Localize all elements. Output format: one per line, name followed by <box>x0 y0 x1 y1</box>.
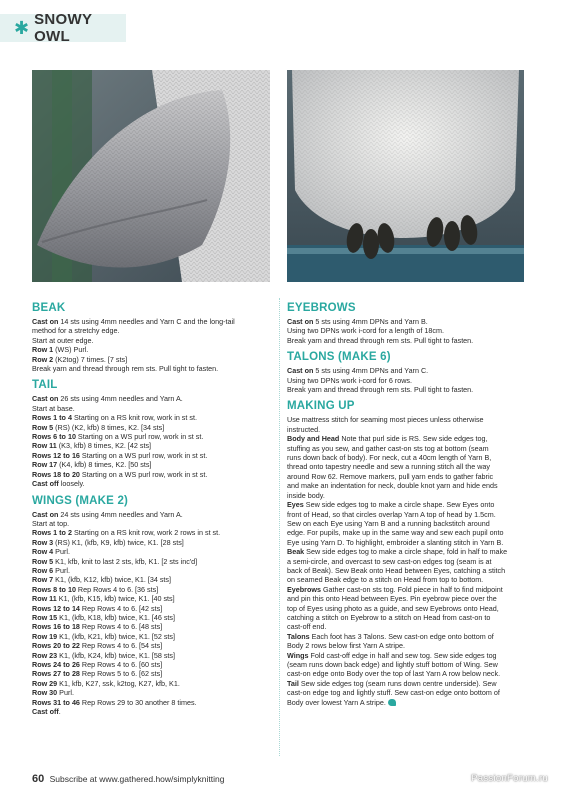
line-text: Start at base. <box>32 403 75 413</box>
text-line <box>287 669 527 678</box>
eyebrows-section <box>287 302 527 345</box>
line-label: Row 6 <box>32 565 54 575</box>
line-text: 26 sts using 4mm needles and Yarn A. <box>58 394 183 404</box>
line-text: K1, (kfb, K12, kfb) twice, K1. [34 sts] <box>53 575 172 585</box>
line-label: Rows 20 to 22 <box>32 641 80 651</box>
making-up-heading: MAKING UP <box>287 400 355 413</box>
wings-heading: WINGS (MAKE 2) <box>32 494 129 507</box>
line-label: Row 5 <box>32 556 54 566</box>
text-line <box>287 500 527 509</box>
line-text: Starting on a RS knit row, work in st st. <box>71 413 197 423</box>
line-text: method for a stretchy edge. <box>32 326 120 336</box>
line-label: Row 2 <box>32 354 54 364</box>
line-label: Rows 24 to 26 <box>32 660 80 669</box>
text-line <box>287 688 527 697</box>
line-text: K1, (kfb, K15, kfb) twice, K1. [40 sts] <box>56 594 175 604</box>
eyebrows-lines <box>287 317 527 345</box>
line-label: Row 17 <box>32 460 58 470</box>
asterisk-icon: ✱ <box>14 18 30 38</box>
line-text: K1, (kfb, K24, kfb) twice, K1. [58 sts] <box>57 650 176 660</box>
text-line <box>32 519 272 528</box>
making-up-section <box>287 400 527 707</box>
text-line <box>287 519 527 528</box>
line-label: Cast on <box>32 509 59 519</box>
text-line <box>32 317 272 326</box>
wing-photo <box>32 70 270 282</box>
line-text: Break yarn and thread through rem sts. Pull tight to fasten. <box>287 385 474 395</box>
text-line <box>287 538 527 547</box>
tail-heading: TAIL <box>32 379 58 392</box>
text-line <box>287 651 527 660</box>
text-line <box>287 575 527 584</box>
text-line <box>287 491 527 500</box>
line-text: Rep Rows 5 to 6. [62 sts] <box>79 669 163 679</box>
line-text: catching a stitch on Eyebrow to a stitch on Head from cast-on to <box>287 612 491 622</box>
line-text: Note that purl side is RS. Sew side edges tog, <box>339 434 488 444</box>
beak-heading: BEAK <box>32 302 66 314</box>
line-text: Rep Rows 4 to 6. [42 sts] <box>79 603 163 613</box>
line-text: Rep Rows 4 to 6. [48 sts] <box>79 622 163 632</box>
line-label: Row 1 <box>32 345 54 355</box>
left-column <box>32 302 272 722</box>
line-label: Rows 1 to 2 <box>32 528 72 538</box>
talons-heading: TALONS (MAKE 6) <box>287 351 391 364</box>
tail-section <box>32 379 272 488</box>
line-text: Start at top. <box>32 518 70 528</box>
talons-lines <box>287 366 527 394</box>
line-text: Starting on a WS purl row, work in st st. <box>79 450 208 460</box>
section-header <box>0 11 126 45</box>
beak-lines <box>32 317 272 373</box>
line-text: and make an indentation for neck, double knot yarn and hide ends <box>287 481 498 491</box>
text-line <box>32 632 272 641</box>
text-line <box>287 481 527 490</box>
line-text: 5 sts using 4mm DPNs and Yarn B. <box>313 317 428 326</box>
line-label: Eyes <box>287 500 304 510</box>
line-label: Rows 1 to 4 <box>32 413 72 423</box>
line-label: Rows 12 to 16 <box>32 450 80 460</box>
line-text: K1, (kfb, K21, kfb) twice, K1. [52 sts] <box>57 631 176 641</box>
text-line <box>287 585 527 594</box>
line-text: top of Eyes using photo as a guide, and sew Eyebrows onto Head, <box>287 603 499 613</box>
text-line <box>287 622 527 631</box>
text-line <box>32 355 272 364</box>
text-line <box>287 547 527 556</box>
text-line <box>287 594 527 603</box>
line-text: instructed. <box>287 424 321 434</box>
text-line <box>32 622 272 631</box>
line-text: front of Head, so that circles overlap Yarn A top of head by 1.5cm. <box>287 509 496 519</box>
text-line <box>287 632 527 641</box>
text-line <box>287 326 527 335</box>
line-text: cast-on edge tog and lightly stuff. Sew cast-on edge onto bottom of <box>287 688 500 698</box>
text-line <box>287 336 527 345</box>
line-label: Cast on <box>287 317 314 326</box>
text-line <box>32 394 272 403</box>
text-line <box>32 575 272 584</box>
text-line <box>32 585 272 594</box>
line-text: Rep Rows 4 to 6. [36 sts] <box>75 584 159 594</box>
line-label: Row 11 <box>32 594 57 604</box>
text-line <box>287 641 527 650</box>
wings-lines <box>32 510 272 717</box>
line-text: K1, (kfb, K18, kfb) twice, K1. [46 sts] <box>57 612 176 622</box>
line-text: Fold cast-off edge in half and sew tog. Sew side edges tog <box>308 650 497 660</box>
line-label: Row 11 <box>32 441 57 451</box>
text-line <box>32 432 272 441</box>
page-number: 60 <box>32 773 45 785</box>
text-line <box>32 441 272 450</box>
line-label: Cast off <box>32 479 59 489</box>
line-text: Each foot has 3 Talons. Sew cast-on edge onto bottom of <box>309 631 494 641</box>
text-line <box>287 385 527 394</box>
line-label: Cast on <box>287 366 314 376</box>
line-text: (K4, kfb) 8 times, K2. [50 sts] <box>57 460 152 470</box>
text-line <box>287 679 527 688</box>
text-line <box>287 698 527 707</box>
line-label: Row 29 <box>32 678 58 688</box>
text-line <box>32 641 272 650</box>
line-text: Starting on a WS purl row, work in st st. <box>79 469 208 479</box>
line-text: Eye using Yarn D. To highlight, embroider a slanting stitch in Yarn B. <box>287 537 504 547</box>
line-label: Row 19 <box>32 631 58 641</box>
line-text: Sew side edges tog to make a circle shape, fold in half to make <box>304 547 508 557</box>
text-line <box>32 538 272 547</box>
text-line <box>32 336 272 345</box>
line-text: (K2tog) 7 times. [7 sts] <box>53 354 128 364</box>
line-text: cast-off end. <box>287 622 327 632</box>
line-text: inside body. <box>287 490 325 500</box>
line-text: (RS) K1, (kfb, K9, kfb) twice, K1. [28 sts] <box>53 537 184 547</box>
text-line <box>287 425 527 434</box>
line-label: Cast off <box>32 707 59 717</box>
text-line <box>32 557 272 566</box>
line-label: Talons <box>287 631 310 641</box>
line-text: Break yarn and thread through rem sts. Pull tight to fasten. <box>32 364 219 374</box>
line-label: Eyebrows <box>287 584 321 594</box>
beak-section <box>32 302 272 373</box>
text-line <box>287 415 527 424</box>
text-line <box>287 444 527 453</box>
line-label: Row 3 <box>32 537 54 547</box>
wings-section <box>32 495 272 717</box>
column-divider <box>279 298 280 756</box>
line-label: Row 15 <box>32 612 58 622</box>
line-text: runs down back of body). For neck, cut a 40cm length of Yarn B, <box>287 453 492 463</box>
line-text: (K3, kfb) 8 times, K2. [42 sts] <box>56 441 152 451</box>
line-text: (RS) (K2, kfb) 8 times, K2. [34 sts] <box>53 422 165 432</box>
text-line <box>32 404 272 413</box>
text-line <box>287 366 527 375</box>
tail-lines <box>32 394 272 488</box>
text-line <box>287 434 527 443</box>
line-label: Body and Head <box>287 434 340 444</box>
line-label: Rows 12 to 14 <box>32 603 80 613</box>
line-label: Row 23 <box>32 650 58 660</box>
line-label: Row 30 <box>32 688 58 698</box>
end-mark-icon <box>388 699 396 706</box>
text-line <box>32 566 272 575</box>
text-line <box>287 566 527 575</box>
line-text: K1, kfb, knit to last 2 sts, kfb, K1. [2 sts inc'd] <box>53 556 198 566</box>
text-line <box>32 594 272 603</box>
text-line <box>32 479 272 488</box>
text-line <box>32 345 272 354</box>
text-line <box>287 453 527 462</box>
text-line <box>32 423 272 432</box>
line-text: Use mattress stitch for seaming most pieces unless otherwise <box>287 415 484 425</box>
line-text: Sew side edges tog to make a circle shape. Sew Eyes onto <box>303 500 495 510</box>
line-text: a semi-circle, and overcast to sew cast-on edges tog (seam is at <box>287 556 492 566</box>
text-line <box>287 376 527 385</box>
line-text: edge. For pupils, make up in the same way and sew each pupil onto <box>287 528 504 538</box>
right-column <box>287 302 527 713</box>
line-label: Row 4 <box>32 547 54 557</box>
text-line <box>32 651 272 660</box>
text-line <box>32 470 272 479</box>
line-text: stuffing as you sew, and gather cast-on sts tog at bottom (seam <box>287 443 489 453</box>
line-text: . <box>58 707 61 717</box>
line-label: Wings <box>287 650 309 660</box>
text-line <box>32 707 272 716</box>
line-label: Rows 8 to 10 <box>32 584 76 594</box>
line-text: Break yarn and thread through rem sts. Pull tight to fasten. <box>287 335 474 345</box>
talons-photo <box>287 70 524 282</box>
line-text: Gather cast-on sts tog. Fold piece in half to find midpoint <box>320 584 503 594</box>
line-text: Sew side edges tog (seam runs down centre underside). Sew <box>298 678 497 688</box>
line-text: Starting on a RS knit row, work 2 rows in st st. <box>71 528 221 538</box>
line-text: back of Beak). Sew Beak onto Head between Eyes, catching a stitch <box>287 565 506 575</box>
line-label: Rows 27 to 28 <box>32 669 80 679</box>
text-line <box>32 679 272 688</box>
line-text: Purl. <box>57 688 74 698</box>
line-text: Rep Rows 29 to 30 another 8 times. <box>79 697 197 707</box>
text-line <box>287 660 527 669</box>
line-text: Using two DPNs work i-cord for a length of 18cm. <box>287 326 444 336</box>
line-text: (WS) Purl. <box>53 345 89 355</box>
text-line <box>32 451 272 460</box>
line-label: Row 7 <box>32 575 54 585</box>
text-line <box>32 669 272 678</box>
text-line <box>32 460 272 469</box>
watermark: PassionForum.ru <box>471 773 548 784</box>
text-line <box>32 698 272 707</box>
text-line <box>32 604 272 613</box>
line-text: 5 sts using 4mm DPNs and Yarn C. <box>313 366 429 376</box>
line-text: Rep Rows 4 to 6. [54 sts] <box>79 641 163 651</box>
line-text: (seam runs down back edge) and lightly stuff bottom of Wing. Sew <box>287 660 498 669</box>
line-text: thread onto tapestry needle and sew a running stitch all the way <box>287 462 490 472</box>
subscribe-link[interactable]: Subscribe at www.gathered.how/simplyknitting <box>49 774 225 784</box>
text-line <box>287 510 527 519</box>
text-line <box>287 604 527 613</box>
line-text: Body over lowest Yarn A stripe. <box>287 697 386 707</box>
line-text: Using two DPNs work i-cord for 6 rows. <box>287 375 413 385</box>
text-line <box>32 364 272 373</box>
line-text: around Row 62. Remove markers, pull yarn ends to gather fabric <box>287 471 494 481</box>
eyebrows-heading: EYEBROWS <box>287 302 356 314</box>
footer <box>32 773 224 785</box>
line-label: Rows 16 to 18 <box>32 622 80 632</box>
text-line <box>32 613 272 622</box>
line-text: on seamed Beak edge to a stitch on Head from top to bottom. <box>287 575 484 585</box>
text-line <box>287 462 527 471</box>
text-line <box>32 528 272 537</box>
line-text: Start at outer edge. <box>32 335 94 345</box>
line-text: 24 sts using 4mm needles and Yarn A. <box>58 509 183 519</box>
line-label: Tail <box>287 678 299 688</box>
making-up-lines <box>287 415 527 707</box>
line-label: Beak <box>287 547 305 557</box>
text-line <box>32 413 272 422</box>
line-text: Rep Rows 4 to 6. [60 sts] <box>79 660 163 669</box>
line-text: Purl. <box>53 565 70 575</box>
line-label: Rows 18 to 20 <box>32 469 80 479</box>
text-line <box>287 317 527 326</box>
text-line <box>32 688 272 697</box>
line-label: Cast on <box>32 317 59 326</box>
text-line <box>287 528 527 537</box>
line-label: Cast on <box>32 394 59 404</box>
line-text: and pin this onto Head between Eyes. Pin eyebrow piece over the <box>287 594 497 604</box>
text-line <box>287 613 527 622</box>
line-text: cast-on edge onto Body over the top of last Yarn A row below neck. <box>287 669 501 679</box>
line-label: Rows 31 to 46 <box>32 697 80 707</box>
line-label: Row 5 <box>32 422 54 432</box>
text-line <box>32 547 272 556</box>
text-line <box>287 472 527 481</box>
text-line <box>32 510 272 519</box>
text-line <box>287 557 527 566</box>
text-line <box>32 660 272 669</box>
page-title: SNOWY OWL <box>34 11 92 45</box>
line-text: K1, kfb, K27, ssk, k2tog, K27, kfb, K1. <box>57 678 180 688</box>
talons-section <box>287 351 527 394</box>
line-text: 14 sts using 4mm needles and Yarn C and the long-tail <box>58 317 235 326</box>
line-text: Purl. <box>53 547 70 557</box>
line-text: Sew on each Eye using Yarn B and a running backstitch around <box>287 518 490 528</box>
line-text: Starting on a WS purl row, work in st st. <box>75 432 204 442</box>
line-label: Rows 6 to 10 <box>32 432 76 442</box>
line-text: loosely. <box>58 479 85 489</box>
line-text: Body 2 rows below first Yarn A stripe. <box>287 641 405 651</box>
text-line <box>32 326 272 335</box>
